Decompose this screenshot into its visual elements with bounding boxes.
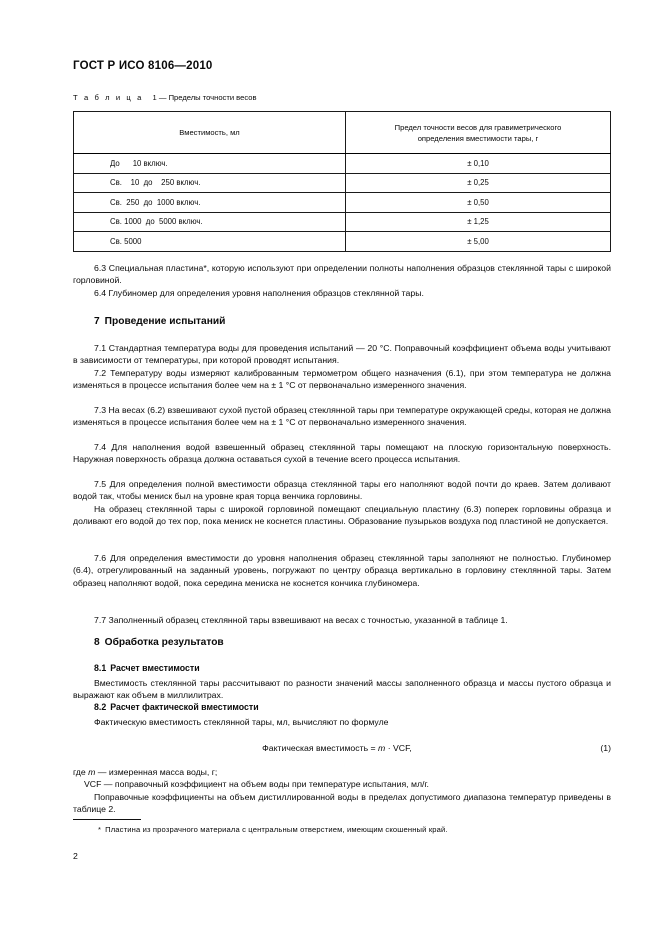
paragraph-7-7-text: 7.7 Заполненный образец стеклянной тары взвешивают на весах с точностью, указанной в таблице 1. <box>94 615 508 625</box>
table-cell-range <box>74 173 346 193</box>
table-cell-range <box>74 193 346 213</box>
table-header-accuracy-limit-line1: Предел точности весов для гравиметрического <box>394 122 562 132</box>
document-header-standard-number: ГОСТ Р ИСО 8106—2010 <box>73 60 213 72</box>
table-row <box>74 193 611 213</box>
paragraph-7-6-text: 7.6 Для определения вместимости до уровня наполнения образец стеклянной тары заполняют не полностью. Глубиномер (6.4), отрегулированный на заданный уровень, погружают по центру образца вертикально в горловину стеклянной тары. Затем образец наполняют водой, пока середина мениска не коснется кончика глубиномера. <box>73 553 611 588</box>
paragraph-8-1 <box>73 677 611 702</box>
table-cell-range-text: Св. 1000 до 5000 включ. <box>110 217 203 227</box>
subheading-8-2 <box>73 702 259 712</box>
table-caption-text: 1 — Пределы точности весов <box>152 93 257 102</box>
paragraph-8-2-text: Фактическую вместимость стеклянной тары, мл, вычисляют по формуле <box>94 717 389 727</box>
formula-where-vcf <box>84 778 429 790</box>
paragraph-6-3 <box>73 262 611 287</box>
heading-section-8-number: 8 <box>94 637 100 648</box>
footnote-marker: * <box>98 825 102 834</box>
heading-section-8-title: Обработка результатов <box>104 637 224 648</box>
paragraph-8-2 <box>73 716 611 728</box>
table-cell-limit: ± 0,50 <box>346 193 611 213</box>
paragraph-7-5 <box>73 478 611 503</box>
where-variable-m: m <box>88 767 96 777</box>
where-keyword: где <box>73 767 89 777</box>
heading-section-7-title: Проведение испытаний <box>104 316 226 327</box>
table-header-accuracy-limit-line2: определения вместимости тары, г <box>417 133 539 143</box>
subheading-8-1-title: Расчет вместимости <box>110 663 200 673</box>
table-caption <box>73 93 256 102</box>
table-cell-range <box>74 232 346 252</box>
paragraph-7-2 <box>73 367 611 392</box>
paragraph-7-5-continued-text: На образец стеклянной тары с широкой горловиной помещают специальную пластину (6.3) поперек горловины образца и доливают его водой до тех пор, пока мениск не коснется пластины. Образование пузырьков воздуха под пластиной не допускается. <box>73 504 611 527</box>
paragraph-7-1-text: 7.1 Стандартная температура воды для проведения испытаний — 20 °С. Поправочный коэффициент объема воды учитывают в зависимости от температуры, при которой проводят испытания. <box>73 343 611 366</box>
paragraph-6-3-text: 6.3 Специальная пластина*, которую используют при определении полноты наполнения образцов стеклянной тары с широкой горловиной. <box>73 263 611 286</box>
formula-expression <box>73 743 611 753</box>
table-header-accuracy-limit <box>346 112 611 154</box>
where-vcf-description: VCF — поправочный коэффициент на объем воды при температуре испытания, мл/г. <box>84 779 429 789</box>
paragraph-7-1 <box>73 342 611 367</box>
table-cell-range-text: До 10 включ. <box>110 158 168 168</box>
formula-where-m <box>73 766 217 778</box>
table-cell-limit: ± 1,25 <box>346 212 611 232</box>
formula-suffix: · VCF, <box>385 743 412 753</box>
table-cell-range-text: Св. 250 до 1000 включ. <box>110 197 201 207</box>
where-m-description: — измеренная масса воды, г; <box>95 767 218 777</box>
table-limits-of-balance-accuracy <box>73 111 611 252</box>
heading-section-7 <box>73 316 225 327</box>
paragraph-7-3-text: 7.3 На весах (6.2) взвешивают сухой пустой образец стеклянной тары при температуре окружающей среды, которая не должна изменяться в процессе испытания более чем на ± 1 °С от первоначально измеренного значения. <box>73 405 611 428</box>
table-header-row <box>74 112 611 154</box>
paragraph-7-6 <box>73 552 611 589</box>
table-row <box>74 232 611 252</box>
paragraph-6-4 <box>73 287 611 299</box>
page-number: 2 <box>73 851 78 861</box>
table-cell-range-text: Св. 10 до 250 включ. <box>110 178 201 188</box>
paragraph-8-2-tail <box>73 791 611 816</box>
table-cell-range <box>74 212 346 232</box>
paragraph-7-5-continued <box>73 503 611 528</box>
paragraph-7-2-text: 7.2 Температуру воды измеряют калиброванным термометром общего назначения (6.1), при этом температура не должна изменяться в процессе испытания более чем на ± 1 °С от первоначально измеренного значения. <box>73 368 611 391</box>
paragraph-7-7 <box>73 614 611 626</box>
table-cell-range-text: Св. 5000 <box>110 236 142 246</box>
subheading-8-1-number: 8.1 <box>94 663 107 673</box>
table-row <box>74 154 611 174</box>
footnote-text: Пластина из прозрачного материала с центральным отверстием, имеющим скошенный край. <box>105 825 448 834</box>
table-row <box>74 173 611 193</box>
paragraph-7-4 <box>73 441 611 466</box>
subheading-8-1 <box>73 663 200 673</box>
subheading-8-2-title: Расчет фактической вместимости <box>110 702 259 712</box>
formula-number: (1) <box>600 743 611 753</box>
table-cell-limit: ± 5,00 <box>346 232 611 252</box>
paragraph-8-1-text: Вместимость стеклянной тары рассчитывают по разности значений массы заполненного образца и массы пустого образца и выражают как объем в миллилитрах. <box>73 678 611 701</box>
subheading-8-2-number: 8.2 <box>94 702 107 712</box>
footnote-separator-rule <box>73 819 141 820</box>
heading-section-7-number: 7 <box>94 316 100 327</box>
paragraph-7-5-text: 7.5 Для определения полной вместимости образца стеклянной тары его наполняют водой почти до краев. Затем доливают водой так, чтобы мениск был на уровне края торца венчика горловины. <box>73 479 611 502</box>
table-cell-limit: ± 0,10 <box>346 154 611 174</box>
table-cell-limit: ± 0,25 <box>346 173 611 193</box>
footnote <box>98 825 448 834</box>
page-content <box>73 0 611 936</box>
formula-actual-capacity <box>73 743 611 753</box>
paragraph-7-3 <box>73 404 611 429</box>
table-row <box>74 212 611 232</box>
formula-variable-m: m <box>378 743 386 753</box>
table-caption-label: Т а б л и ц а <box>73 93 144 102</box>
formula-prefix: Фактическая вместимость = <box>262 743 379 753</box>
table-header-capacity: Вместимость, мл <box>74 112 346 154</box>
heading-section-8 <box>73 637 224 648</box>
paragraph-6-4-text: 6.4 Глубиномер для определения уровня наполнения образцов стеклянной тары. <box>94 288 424 298</box>
paragraph-7-4-text: 7.4 Для наполнения водой взвешенный образец стеклянной тары помещают на плоскую горизонтальную поверхность. Наружная поверхность образца должна оставаться сухой в течение всего процесса испытания. <box>73 442 611 465</box>
paragraph-8-2-tail-text: Поправочные коэффициенты на объем дистиллированной воды в пределах допустимого диапазона температур приведены в таблице 2. <box>73 792 611 815</box>
table-cell-range <box>74 154 346 174</box>
